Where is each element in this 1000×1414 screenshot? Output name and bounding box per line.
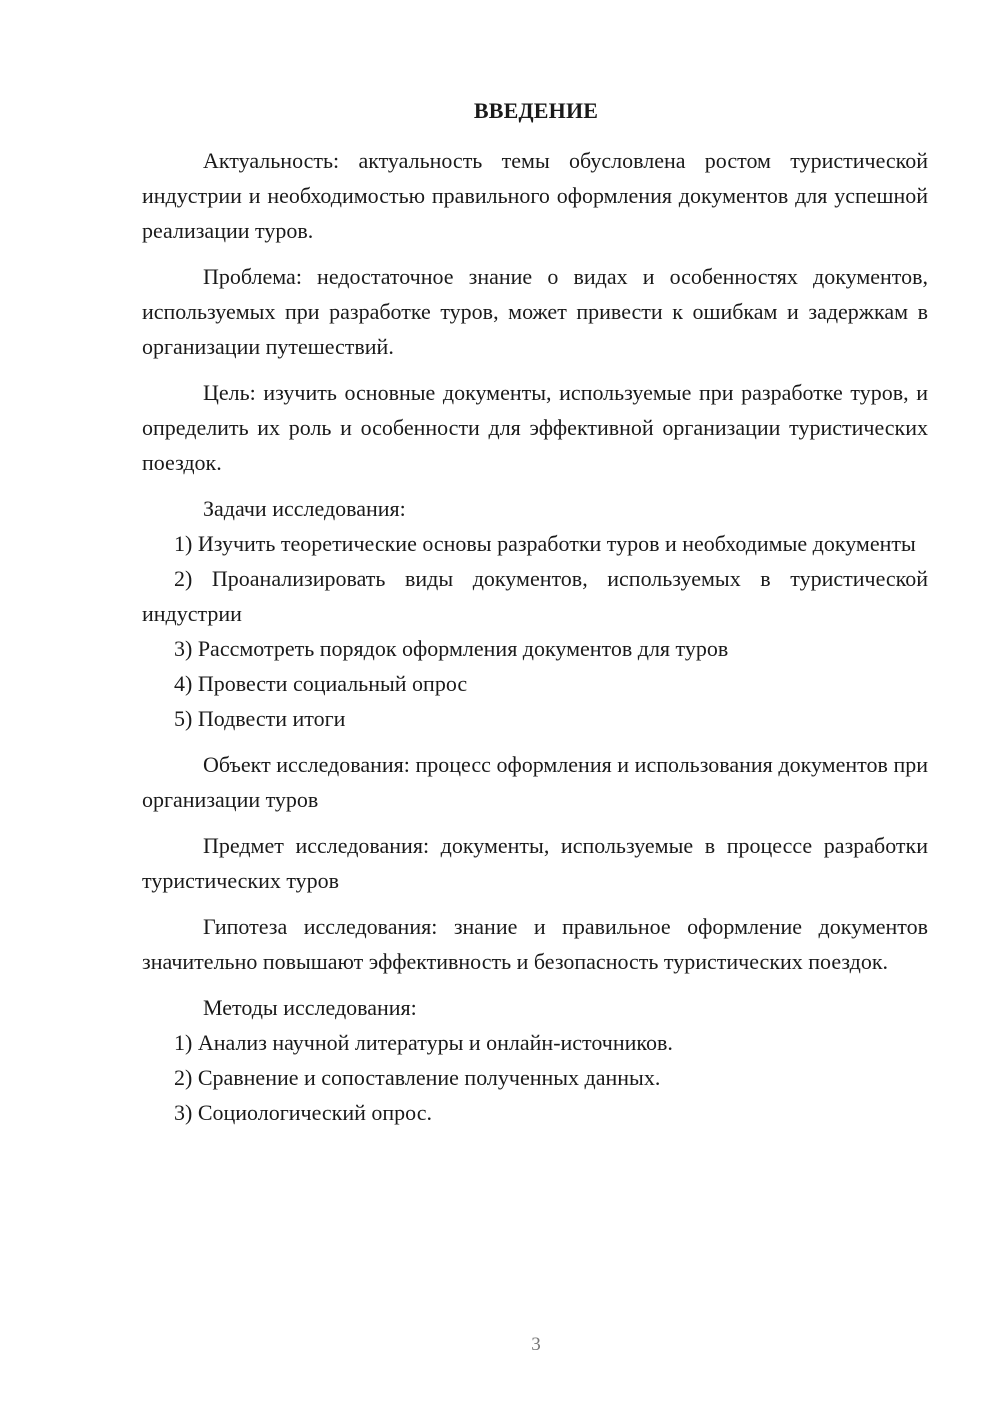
method-item: 3) Социологический опрос. [174,1100,432,1125]
paragraph-subject: Предмет исследования: документы, используемые в процессе разработки туристических туров [142,833,928,893]
page-title: ВВЕДЕНИЕ [473,98,599,123]
methods-heading: Методы исследования: [203,995,417,1020]
task-item: 1) Изучить теоретические основы разработки туров и необходимые документы [174,531,916,556]
tasks-heading: Задачи исследования: [203,496,406,521]
task-item: 4) Провести социальный опрос [174,671,468,696]
task-item: 2) Проанализировать виды документов, используемых в туристической индустрии [142,566,928,626]
paragraph-object: Объект исследования: процесс оформления и использования документов при организации туров [142,752,928,812]
paragraph-problem: Проблема: недостаточное знание о видах и особенностях документов, используемых при разработке туров, может привести к ошибкам и задержкам в организации путешествий. [142,264,928,359]
task-item: 5) Подвести итоги [174,706,346,731]
page-number: 3 [531,1334,541,1355]
paragraph-actuality: Актуальность: актуальность темы обусловлена ростом туристической индустрии и необходимостью правильного оформления документов для успешной реализации туров. [142,148,928,243]
document-body [142,143,928,1130]
paragraph-hypothesis: Гипотеза исследования: знание и правильное оформление документов значительно повышают эффективность и безопасность туристических поездок. [142,914,928,974]
paragraph-goal: Цель: изучить основные документы, используемые при разработке туров, и определить их роль и особенности для эффективной организации туристических поездок. [142,380,928,475]
method-item: 1) Анализ научной литературы и онлайн-источников. [174,1030,673,1055]
method-item: 2) Сравнение и сопоставление полученных данных. [174,1065,661,1090]
task-item: 3) Рассмотреть порядок оформления документов для туров [174,636,729,661]
